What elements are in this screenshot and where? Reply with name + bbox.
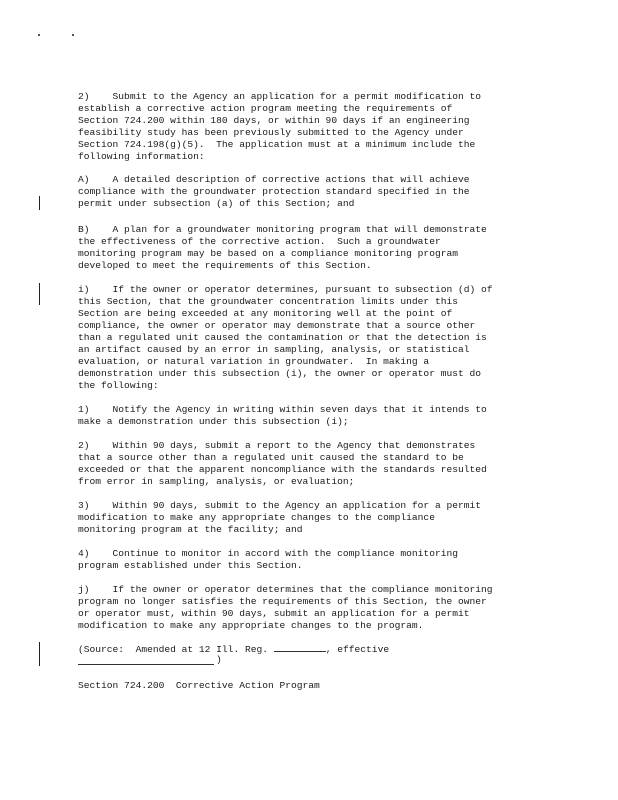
text-line: Section 724.198(g)(5). The application must at a minimum include the	[78, 139, 476, 150]
text-line: i) If the owner or operator determines, pursuant to subsection (d) of	[78, 284, 493, 295]
text-line: the effectiveness of the corrective action. Such a groundwater	[78, 236, 441, 247]
text-line: compliance with the groundwater protection standard specified in the	[78, 186, 470, 197]
text-line: modification to make any appropriate changes to the program.	[78, 620, 424, 631]
text-line: feasibility study has been previously submitted to the Agency under	[78, 127, 464, 138]
paragraph-pi	[78, 284, 538, 392]
source-note-close: )	[216, 654, 222, 665]
paragraph-pB	[78, 224, 538, 272]
text-line: exceeded or that the apparent noncompliance with the standards resulted	[78, 464, 487, 475]
text-line: 4) Continue to monitor in accord with the compliance monitoring	[78, 548, 458, 559]
text-line: A) A detailed description of corrective actions that will achieve	[78, 174, 470, 185]
text-line: j) If the owner or operator determines that the compliance monitoring	[78, 584, 493, 595]
text-line: program established under this Section.	[78, 560, 303, 571]
text-line: that a source other than a regulated unit caused the standard to be	[78, 452, 464, 463]
text-line: 3) Within 90 days, submit to the Agency an application for a permit	[78, 500, 482, 511]
revision-bar	[39, 196, 40, 210]
paragraph-pA	[78, 174, 538, 210]
paragraph-p2	[78, 91, 538, 163]
text-line: B) A plan for a groundwater monitoring program that will demonstrate	[78, 224, 487, 235]
text-line: from error in sampling, analysis, or evaluation;	[78, 476, 355, 487]
text-line: 2) Within 90 days, submit a report to the Agency that demonstrates	[78, 440, 476, 451]
paragraph-p1	[78, 404, 538, 428]
text-line: Section 724.200 within 180 days, or within 90 days if an engineering	[78, 115, 470, 126]
text-line: an artifact caused by an error in sampling, analysis, or statistical	[78, 344, 470, 355]
revision-bar	[39, 283, 40, 305]
source-note-text: (Source: Amended at 12 Ill. Reg.	[78, 644, 274, 655]
section-heading: Section 724.200 Corrective Action Program	[78, 680, 320, 691]
paragraph-pj	[78, 584, 538, 632]
scan-speck	[72, 34, 74, 36]
text-line: 2) Submit to the Agency an application for a permit modification to	[78, 91, 482, 102]
text-line: than a regulated unit caused the contamination or that the detection is	[78, 332, 487, 343]
text-line: modification to make any appropriate changes to the compliance	[78, 512, 435, 523]
revision-bar	[39, 642, 40, 666]
text-line: following information:	[78, 151, 205, 162]
text-line: establish a corrective action program meeting the requirements of	[78, 103, 453, 114]
paragraph-p4	[78, 548, 538, 572]
text-line: permit under subsection (a) of this Section; and	[78, 198, 355, 209]
text-line: program no longer satisfies the requirements of this Section, the owner	[78, 596, 487, 607]
text-line: 1) Notify the Agency in writing within seven days that it intends to	[78, 404, 487, 415]
text-line: the following:	[78, 380, 159, 391]
text-line: demonstration under this subsection (i), the owner or operator must do	[78, 368, 482, 379]
text-line: compliance, the owner or operator may demonstrate that a source other	[78, 320, 476, 331]
text-line: make a demonstration under this subsection (i);	[78, 416, 349, 427]
text-line: developed to meet the requirements of this Section.	[78, 260, 372, 271]
text-line: this Section, that the groundwater concentration limits under this	[78, 296, 458, 307]
text-line: or operator must, within 90 days, submit an application for a permit	[78, 608, 470, 619]
text-line: Section are being exceeded at any monitoring well at the point of	[78, 308, 453, 319]
text-line: monitoring program at the facility; and	[78, 524, 303, 535]
text-line: monitoring program may be based on a compliance monitoring program	[78, 248, 458, 259]
paragraph-p3	[78, 500, 538, 536]
paragraph-p2b	[78, 440, 538, 488]
source-note-effective: , effective	[325, 644, 390, 655]
text-line: evaluation, or natural variation in groundwater. In making a	[78, 356, 430, 367]
scan-speck	[38, 34, 40, 36]
blank-line	[78, 664, 214, 665]
blank-line	[274, 642, 326, 652]
